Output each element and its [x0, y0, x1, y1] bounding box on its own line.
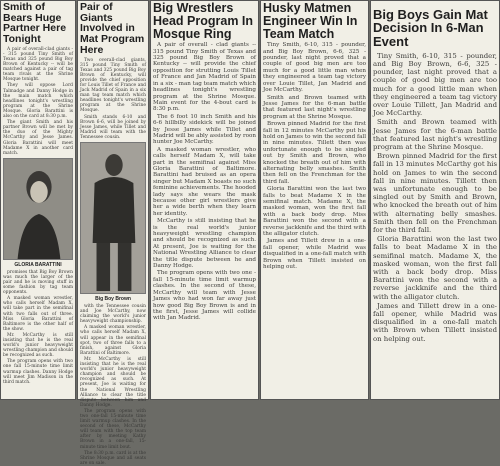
article-body-continued	[80, 304, 146, 466]
paragraph: McCarthy is still insisting that he is the real world's junior heavyweight wrestling champion and should be recognized as such. At present, Joe is waiting for the National Wrestling Alliance to clear the title dispute between he and Danny Hodge.	[153, 218, 256, 270]
article-body	[373, 52, 497, 343]
paragraph: A pair of overall-clad giants -- 315 pound Tiny Smith of Texas and 325 pound Big Boy Brown of Kentucky -- will be matched against a pair of tag team rivals at the Shrine Mosque tonight.	[3, 46, 73, 83]
paragraph: The program opens with two one-fall 15-minute time limit warmup clashes. In the second of these, McCarthy will team with the top team after by meeting Kathy Brown in a one-fall, 15-minute time limit bout.	[80, 408, 146, 450]
paragraph: A masked woman wrestler, who calls herself Madam X, will appear in the semifinal spot, two of three falls to a finish, against Gloria Barattini of Baltimore.	[80, 325, 146, 356]
paragraph: Gloria Barattini won the last two falls to beat Madame X in the semifinal match. Madame X, the masked woman, won the first fall with a back body drop. Miss Barattini won the second with a reverse jackknife and the third with the alligator clutch.	[373, 235, 497, 301]
article-body	[80, 58, 146, 141]
article-body-continued	[3, 270, 73, 385]
headline: Big Boys Gain Mat Decision In 6-Man Event	[373, 7, 488, 49]
headline: Pair of Giants Involved in Mat Program Here	[80, 1, 145, 56]
paragraph: The 6 foot 10 inch Smith and his 6-6 hillbilly sidekick will be joined by Jesse James while Tillet and Madrid will be ably assisted by roon hunter Joe McCarthy.	[153, 113, 256, 146]
paragraph: A pair of overall - clad giants -- 315 pound Tiny Smith of Texas and 325 pound Big Boy Brown of Kentucky -- will provide the chief opposition for strutting Louis Tillet of France and Jan Madrid of Spain in a six - man tag team match which headlines tonight's wrestling program at the Shrine Mosque. Main event for the 4-bout card is 8:30 p.m.	[153, 42, 256, 113]
paragraph: Brown pinned Madrid for the first fall in 13 minutes McCarthy got his hold on James to win the second fall in nine minutes. Tillett then was unfortunate enough to be singled out by Smith and Brown, who knocked the breath out of him with alternating belly smashes. Smith then fell on the Frenchman for the third fall.	[373, 152, 497, 235]
paragraph: with the Tennessee cousin and Joe McCarthy, now claiming the world's junior heavyweight championship.	[80, 304, 146, 325]
article-body	[3, 47, 73, 156]
photo-caption: Big Boy Brown	[95, 296, 131, 303]
clipping-2	[77, 0, 149, 466]
clipping-1	[0, 0, 76, 400]
paragraph: James and Tillett drew in a one-fall opener, while Madrid was disqualified in a one-fall match with Brown when Tillett insisted on helping out.	[373, 301, 497, 343]
clipping-4	[260, 0, 369, 400]
clipping-5	[370, 0, 500, 400]
paragraph: A masked woman wrestler, who calls herself Madam X, will take part in the semifinal against Miss Gloria Barattini of Baltimore. Barattini had bruised as an opera singer but Madam X boasts no such feminine achievements. The hooded lady says she wears the mask because other girl wrestlers give her a wide berth when they learn her identity.	[153, 146, 256, 217]
paragraph: A masked woman wrestler, who calls herself Madam X, will take part in the semifinal with two falls out of three. Miss Gloria Barattini of Baltimore is the other half of the show.	[3, 296, 73, 332]
headline: Husky Matmen Engineer Win In Team Match	[263, 1, 358, 41]
paragraph: promises that Big Boy Brown was much the larger of the pair and he is moving stuff in some fashion by tag team opponents.	[3, 269, 73, 296]
paragraph: The giant Smith and his partner Brown will be met by the duo of the Mighty McCarthy and Jesse James. Gloria Barattini will meet Madame X in another card match.	[3, 120, 73, 156]
paragraph: Smith stands 6-10 and Brown 6-6, will be joined by Jesse James, while Tillet and Madrid will team with the Tennessee cousin.	[80, 114, 146, 140]
headline: Smith of Bears Huge Partner Here Tonight	[3, 1, 67, 46]
paragraph: Brown pinned Madrid for the first fall in 12 minutes McCarthy put his hold on James to win the second fall in nine minutes. Tillett then was unfortunate enough to be singled out by Smith and Brown, who knocked the breath out of him with alternating belly smashes. Smith then fell on the Frenchman for the third fall.	[263, 121, 366, 185]
paragraph: The 8:30 p.m. card is at the Shrine Mosque and all seats are on sale.	[80, 450, 146, 466]
paragraph: Smith and Brown teamed with Jesse James for the 6-man battle that featured last night's wrestling program at the Shrine Mosque.	[263, 94, 366, 120]
headline: Big Wrestlers Head Program In Mosque Ring	[153, 1, 254, 41]
paragraph: Mr. McCarthy is still insisting that he is the real world's junior heavyweight champion and should be recognized as such. At present, Joe is waiting for the National Wrestling Alliance to clear the title dispute between him and Danny Hodge.	[80, 356, 146, 408]
paragraph: Mr. McCarthy is still insisting that he is the real world's junior heavyweight wrestling champion and should be recognized as such.	[3, 332, 73, 359]
paragraph: The program opens with two one - fall 15-minute time limit warmup clashes. In the second of these, McCarthy will team with Jesse James who had won far away just how good Big Boy Brown is and in the first, Jesse James will collide with Jan Madrid.	[153, 270, 256, 322]
paragraph: Tiny Smith, 6-10, 315 - pounder, and Big Boy Brown, 6-6, 325 - pounder, last night proved that a couple of good big men are too much for a good little man when they engineered a team tag victory over Louie Tillet, Jan Madrid and Joe McCarthy.	[263, 42, 366, 94]
paragraph: Tiny Smith, 6-10, 315 - pounder, and Big Boy Brown, 6-6, 325 - pounder, last night proved that a couple of good big men are too much for a good little man when they engineered a team tag victory over Louie Tillett, Jan Madrid and Joe McCarthy.	[373, 51, 497, 118]
portrait-image	[81, 143, 145, 293]
clipping-3	[150, 0, 259, 400]
paragraph: James and Tillett drew in a one-fall opener, while Madrid was disqualified in a one-fall match with Brown when Tillett insisted on helping out.	[263, 238, 366, 271]
paragraph: Smith and Brown teamed with Jesse James for the 6-man battle that featured last night's wrestling program at the Shrine Mosque.	[373, 118, 497, 151]
article-body	[153, 42, 256, 321]
wrestler-photo	[80, 142, 146, 294]
photo-caption: GLORIA BARATTINI	[14, 261, 62, 268]
article-body	[263, 42, 366, 270]
portrait-image	[4, 159, 72, 259]
paragraph: The program opens with two one fall 15-minute time limit warmup clashes. Danny Hodge will meet Jim Madison in the third match.	[3, 359, 73, 385]
paragraph: They will oppose Lord Talmadge and Danny Hodge in the main match which headlines tonight's wrestling program at the Shrine Mosque. Gloria Barattini is also on the card at 8:30 p.m.	[3, 83, 73, 120]
wrestler-photo	[3, 158, 73, 260]
paragraph: Gloria Barattini won the last two falls to beat Madame X in the semifinal match. Madame X, the masked woman, won the first fall with a back body drop. Miss Barattini won the second with a reverse jackknife and the third with the alligator clutch.	[263, 186, 366, 238]
paragraph: Two overall-clad giants, 315 pound Tiny Smith of Texas and 325 pound Big Boy Brown of Kentucky, will provide the chief opposition for Louis Tillet of France and Jack Madrid of Spain in a six man tag team match which headlines tonight's wrestling program at the Shrine Mosque.	[80, 57, 146, 114]
